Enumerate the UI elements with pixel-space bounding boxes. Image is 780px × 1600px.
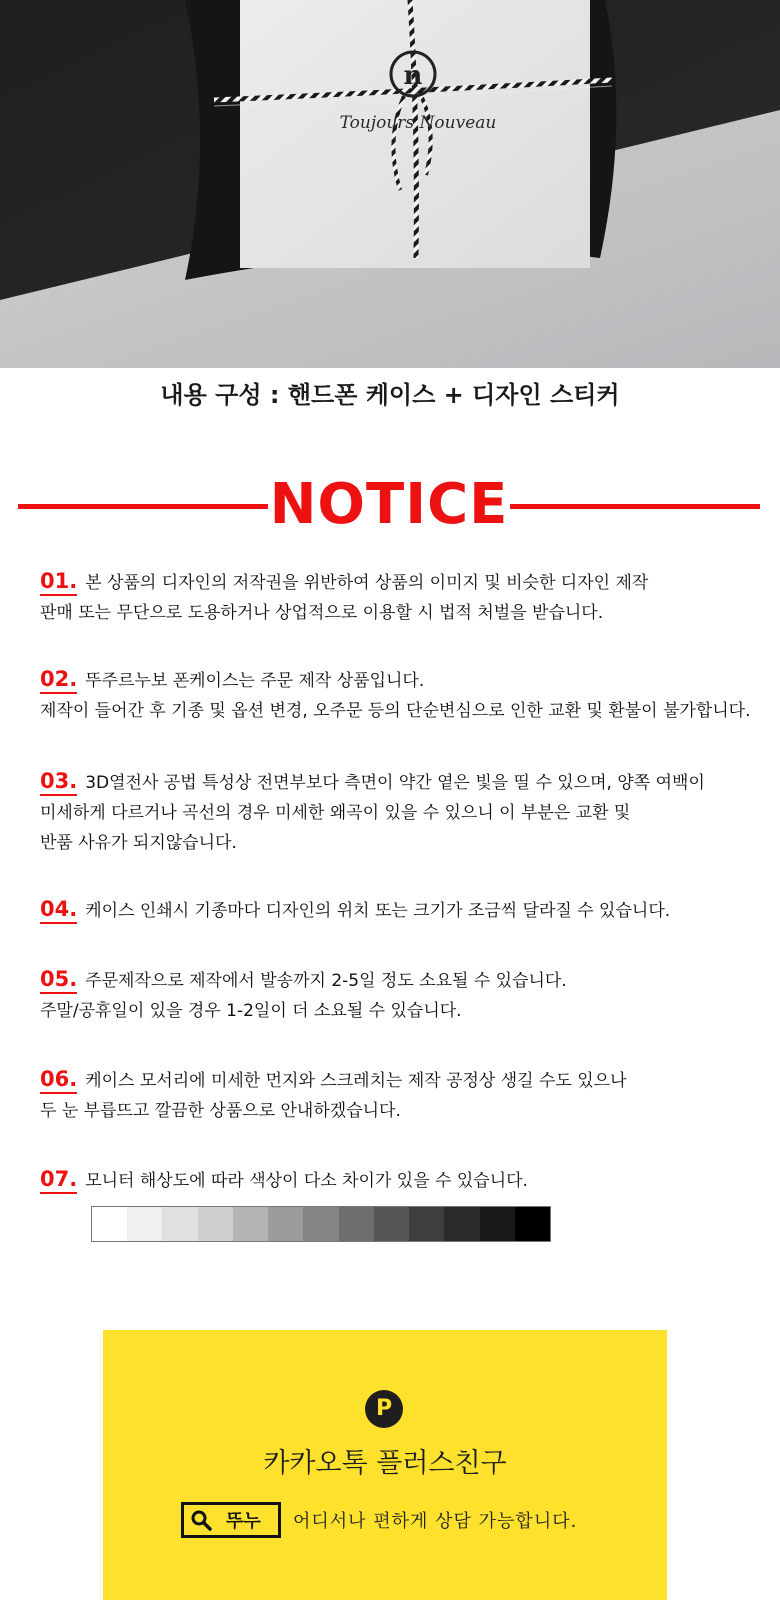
gray-swatch (127, 1207, 162, 1241)
gray-swatch (268, 1207, 303, 1241)
contents-line: 내용 구성 : 핸드폰 케이스 + 디자인 스티커 (160, 381, 620, 409)
notice-number: 05. (40, 967, 77, 994)
notice-number: 03. (40, 769, 77, 796)
gray-swatch (233, 1207, 268, 1241)
gray-swatch (444, 1207, 479, 1241)
notice-item-7 (40, 1166, 760, 1196)
notice-number: 02. (40, 667, 77, 694)
kakao-plus-friend-banner[interactable] (103, 1330, 667, 1600)
gray-swatch (198, 1207, 233, 1241)
notice-line: 주말/공휴일이 있을 경우 1-2일이 더 소요될 수 있습니다. (40, 1001, 462, 1021)
kakao-search-box[interactable] (181, 1502, 281, 1538)
notice-line: 주문제작으로 제작에서 발송까지 2-5일 정도 소요될 수 있습니다. (85, 971, 567, 991)
notice-line: 두 눈 부릅뜨고 깔끔한 상품으로 안내하겠습니다. (40, 1101, 401, 1121)
gray-swatch (409, 1207, 444, 1241)
notice-line: 미세하게 다르거나 곡선의 경우 미세한 왜곡이 있을 수 있으니 이 부분은 교환 및 (40, 803, 631, 823)
gray-swatch (92, 1207, 127, 1241)
kakao-description: 어디서나 편하게 상담 가능합니다. (293, 1511, 578, 1532)
grayscale-bar (91, 1206, 551, 1242)
notice-number: 01. (40, 569, 77, 596)
kakao-plus-logo-icon (365, 1390, 403, 1428)
kakao-logo-letter: P (375, 1396, 393, 1421)
notice-title: NOTICE (269, 472, 509, 537)
notice-item-6 (40, 1066, 760, 1126)
gray-swatch (374, 1207, 409, 1241)
notice-line: 3D열전사 공법 특성상 전면부보다 측면이 약간 옅은 빛을 띨 수 있으며, 양쪽 여백이 (85, 773, 705, 793)
brand-text: Toujours Nouveau (339, 113, 497, 133)
notice-item-2 (40, 666, 760, 726)
notice-line: 본 상품의 디자인의 저작권을 위반하여 상품의 이미지 및 비슷한 디자인 제작 (85, 573, 649, 593)
notice-item-5 (40, 966, 760, 1026)
brand-logo-letter: n (403, 61, 423, 91)
notice-item-4 (40, 896, 760, 926)
gray-swatch (303, 1207, 338, 1241)
notice-item-3 (40, 768, 760, 858)
gray-swatch (339, 1207, 374, 1241)
notice-divider-right (510, 504, 760, 509)
notice-number: 06. (40, 1067, 77, 1094)
notice-number: 04. (40, 897, 77, 924)
product-photo (0, 0, 780, 368)
kakao-title: 카카오톡 플러스친구 (263, 1448, 507, 1479)
gray-swatch (162, 1207, 197, 1241)
magnifier-icon (190, 1509, 212, 1531)
notice-number: 07. (40, 1167, 77, 1194)
notice-line: 케이스 모서리에 미세한 먼지와 스크레치는 제작 공정상 생길 수도 있으나 (85, 1071, 627, 1091)
gray-swatch (515, 1207, 550, 1241)
notice-divider-left (18, 504, 268, 509)
notice-line: 모니터 해상도에 따라 색상이 다소 차이가 있을 수 있습니다. (85, 1171, 528, 1191)
notice-line: 판매 또는 무단으로 도용하거나 상업적으로 이용할 시 법적 처벌을 받습니다. (40, 603, 604, 623)
notice-line: 반품 사유가 되지않습니다. (40, 833, 237, 853)
notice-header (18, 470, 760, 540)
notice-item-1 (40, 568, 760, 628)
kakao-search-text: 뚜누 (226, 1511, 261, 1532)
notice-line: 뚜주르누보 폰케이스는 주문 제작 상품입니다. (85, 671, 425, 691)
gift-envelope-image (0, 0, 780, 368)
gray-swatch (480, 1207, 515, 1241)
notice-line: 케이스 인쇄시 기종마다 디자인의 위치 또는 크기가 조금씩 달라질 수 있습니다. (85, 901, 671, 921)
notice-line: 제작이 들어간 후 기종 및 옵션 변경, 오주문 등의 단순변심으로 인한 교환 및 환불이 불가합니다. (40, 701, 751, 721)
kakao-search-row (181, 1502, 577, 1538)
